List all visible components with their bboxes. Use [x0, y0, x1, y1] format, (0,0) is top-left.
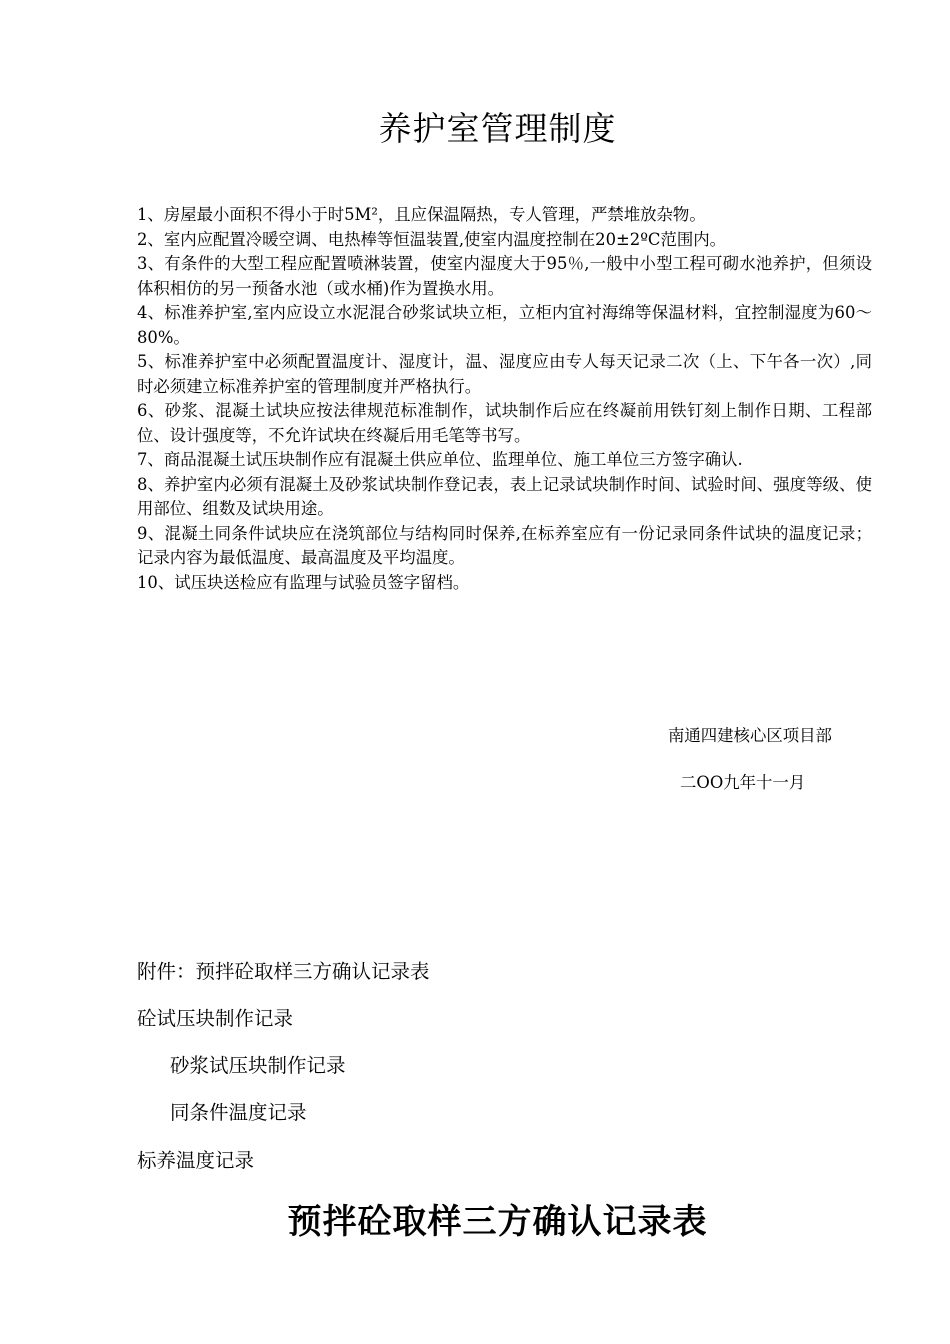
rule-item: 1、房屋最小面积不得小于时5M²，且应保温隔热，专人管理，严禁堆放杂物。: [137, 205, 706, 224]
rules-list: [137, 203, 872, 595]
rule-item: 9、混凝土同条件试块应在浇筑部位与结构同时保养,在标养室应有一份记录同条件试块的温度记录；记录内容为最低温度、最高温度及平均温度。: [137, 523, 872, 567]
document-title: 养护室管理制度: [378, 109, 617, 148]
rule-item: 6、砂浆、混凝土试块应按法律规范标准制作，试块制作后应在终凝前用铁钉刻上制作日期、工程部位、设计强度等，不允许试块在终凝后用毛笔等书写。: [137, 401, 872, 445]
rule-item: 7、商品混凝土试压块制作应有混凝土供应单位、监理单位、施工单位三方签字确认.: [137, 450, 743, 469]
rule-item: 8、养护室内必须有混凝土及砂浆试块制作登记表，表上记录试块制作时间、试验时间、强度等级、使用部位、组数及试块用途。: [137, 474, 872, 518]
attachment-item: 同条件温度记录: [170, 1101, 307, 1124]
attachment-heading: 附件：预拌砼取样三方确认记录表: [137, 960, 430, 983]
form-title: 预拌砼取样三方确认记录表: [287, 1202, 708, 1242]
attachment-item: 砂浆试压块制作记录: [170, 1054, 346, 1077]
rule-item: 5、标准养护室中必须配置温度计、湿度计，温、湿度应由专人每天记录二次（上、下午各一次）,同时必须建立标准养护室的管理制度并严格执行。: [137, 352, 872, 396]
attachment-item: 标养温度记录: [137, 1149, 255, 1172]
rule-item: 2、室内应配置冷暖空调、电热棒等恒温装置,使室内温度控制在20±2ºC范围内。: [137, 229, 727, 249]
rule-item: 4、标准养护室,室内应设立水泥混合砂浆试块立柜，立柜内宜衬海绵等保温材料，宜控制湿度为60～80%。: [137, 303, 872, 347]
rule-item: 3、有条件的大型工程应配置喷淋装置，使室内湿度大于95％,一般中小型工程可砌水池养护，但须设体积相仿的另一预备水池（或水桶)作为置换水用。: [137, 254, 872, 298]
rule-item: 10、试压块送检应有监理与试验员签字留档。: [137, 572, 470, 592]
signature-date: 二OO九年十一月: [680, 773, 806, 792]
attachment-item: 砼试压块制作记录: [137, 1007, 294, 1030]
signature-organization: 南通四建核心区项目部: [668, 726, 832, 745]
